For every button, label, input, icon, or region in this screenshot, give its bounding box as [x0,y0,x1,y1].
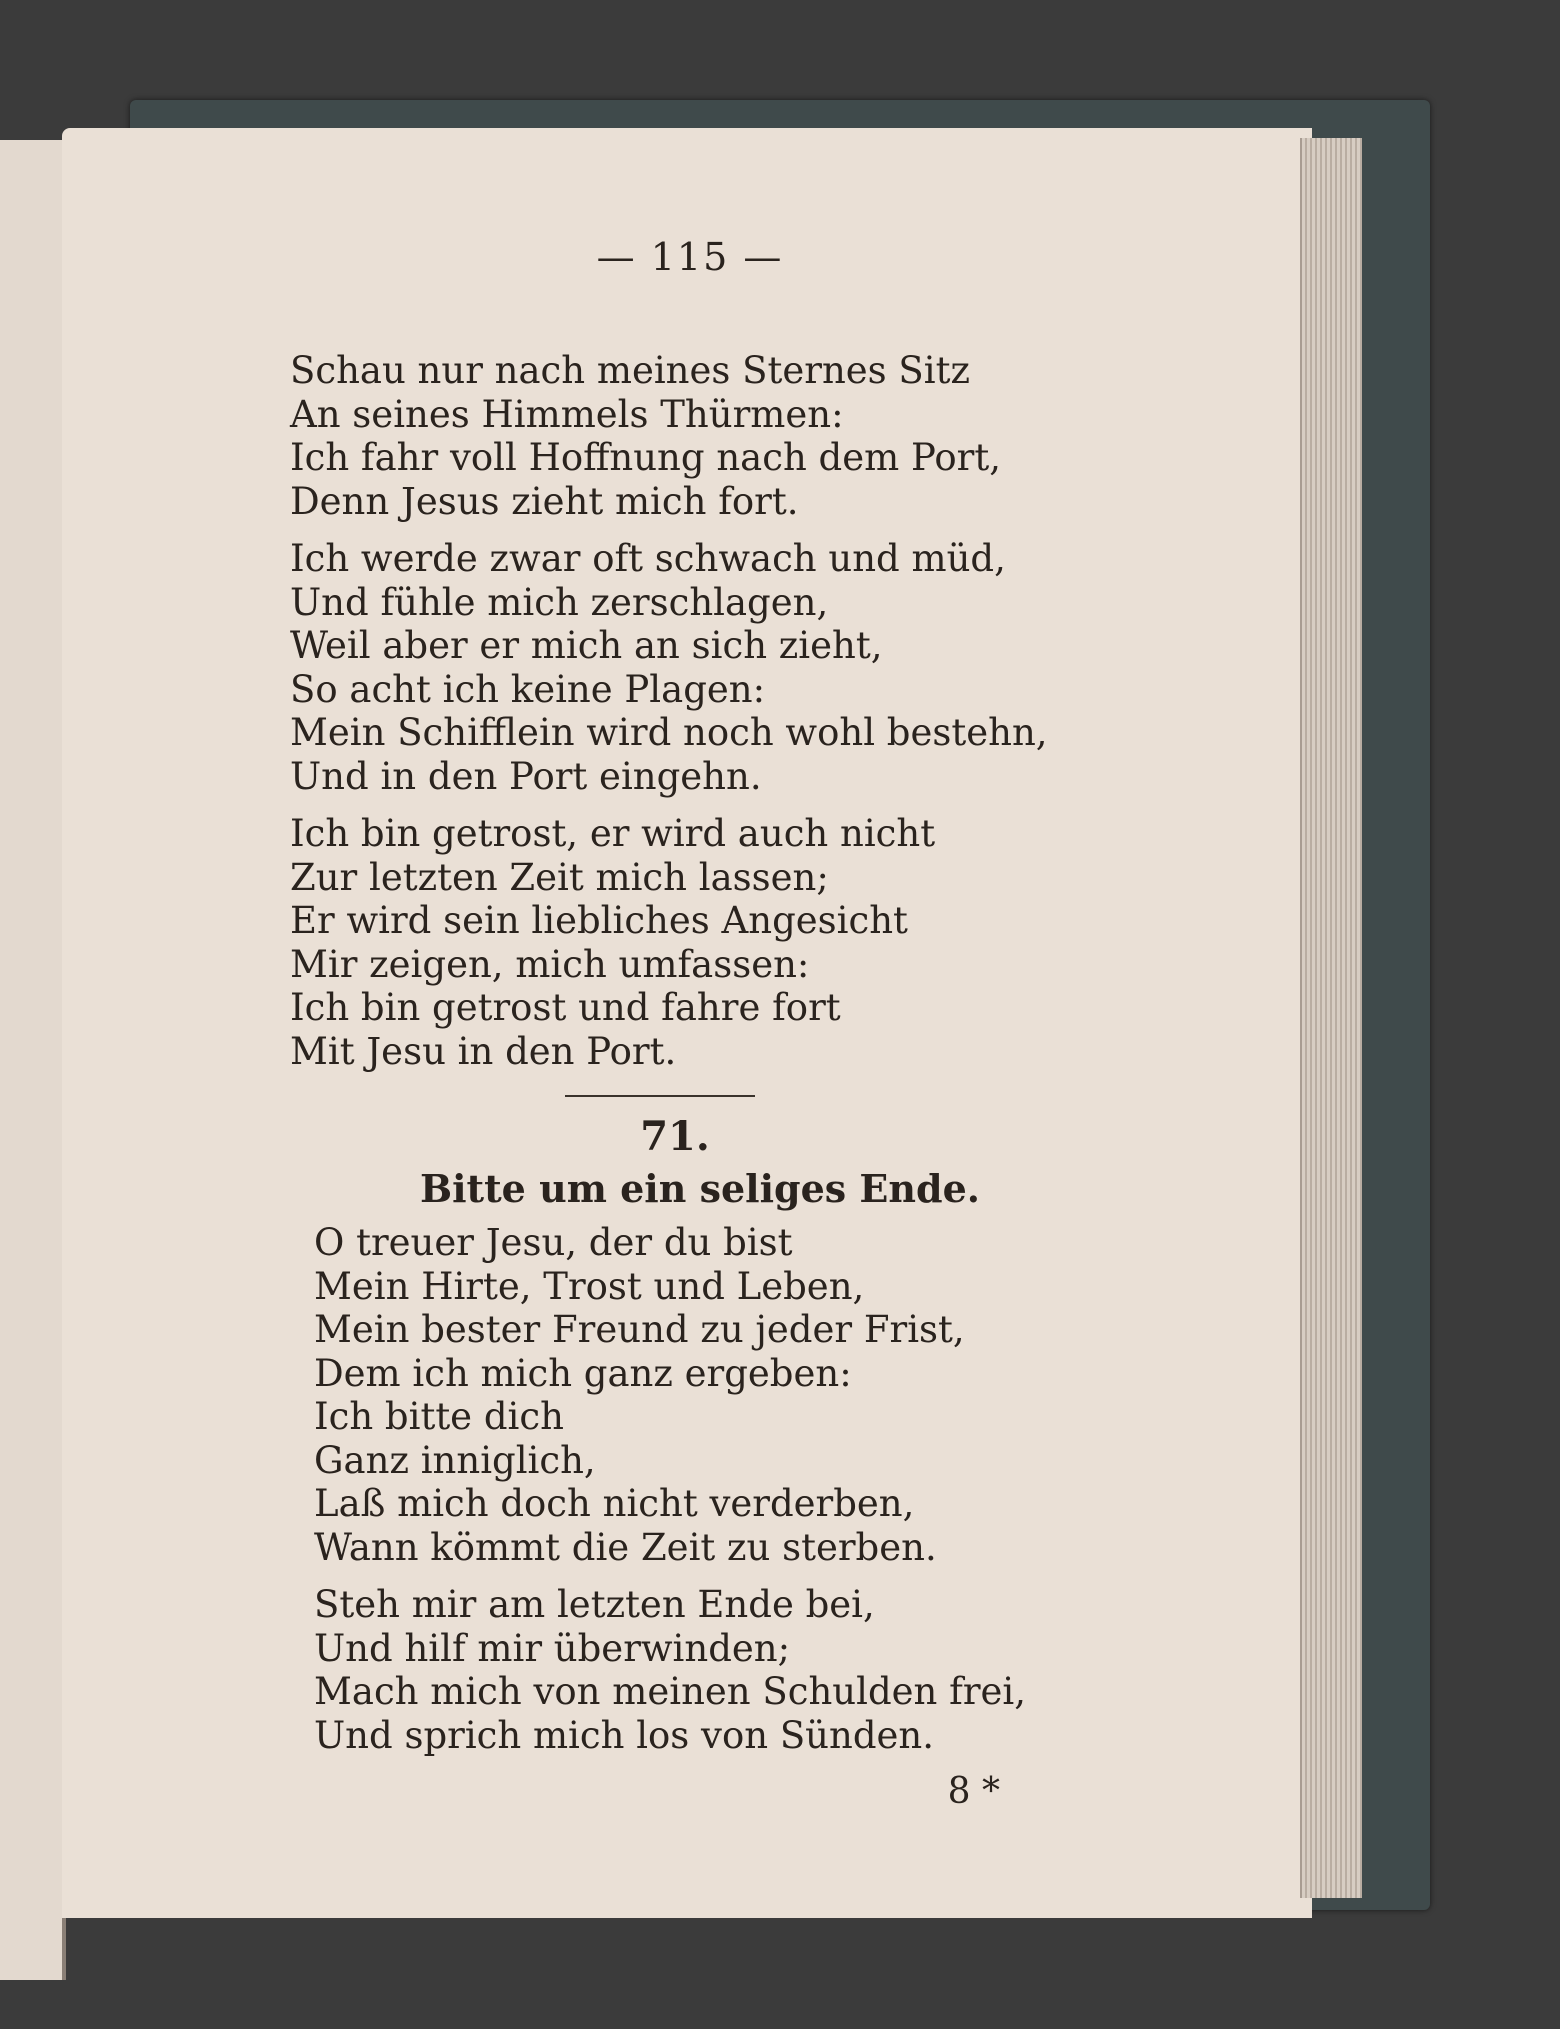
verse-line: Zur letzten Zeit mich lassen; [290,855,829,899]
stanza-3 [290,812,1050,1073]
verse-line: Und hilf mir überwinden; [314,1626,791,1670]
verse-line: Mit Jesu in den Port. [290,1029,677,1073]
verse-line: Schau nur nach meines Sternes Sitz [290,349,970,392]
section-divider [565,1095,755,1097]
verse-line: Ich werde zwar oft schwach und müd, [290,537,1006,580]
hymn-number: 71. [640,1113,710,1160]
verse-line: An seines Himmels Thürmen: [290,392,844,436]
stanza-2 [290,537,1050,798]
verse-line: Denn Jesus zieht mich fort. [290,479,799,523]
verse-line: O treuer Jesu, der du bist [314,1221,793,1264]
verse-line: Mein Hirte, Trost und Leben, [314,1264,865,1308]
page-block-edge [1300,138,1362,1898]
verse-line: Wann kömmt die Zeit zu sterben. [314,1525,937,1569]
hymn-stanza-1 [290,1221,1050,1569]
verse-line: Dem ich mich ganz ergeben: [314,1351,852,1395]
signature-mark: 8 * [947,1771,1000,1812]
verse-line: Laß mich doch nicht verderben, [314,1482,915,1525]
verse-line: Und sprich mich los von Sünden. [314,1713,935,1757]
verse-line: Ganz inniglich, [314,1438,596,1482]
verse-line: Ich bin getrost, er wird auch nicht [290,812,936,855]
verse-line: Mein bester Freund zu jeder Frist, [314,1308,965,1351]
stanza-1 [290,349,1050,523]
left-page-edge [0,140,66,1980]
hymn-stanza-2 [290,1583,1050,1757]
hymn-title: Bitte um ein seliges Ende. [420,1166,980,1211]
verse-line: So acht ich keine Plagen: [290,667,766,711]
page-number: — 115 — [596,235,784,279]
verse-line: Mein Schifflein wird noch wohl bestehn, [290,711,1048,754]
verse-line: Weil aber er mich an sich zieht, [290,624,883,667]
verse-line: Ich bin getrost und fahre fort [290,986,841,1029]
verse-line: Ich bitte dich [314,1395,564,1438]
verse-line: Und in den Port eingehn. [290,754,762,798]
verse-line: Und fühle mich zerschlagen, [290,580,829,624]
verse-line: Mach mich von meinen Schulden frei, [314,1670,1026,1713]
verse-line: Er wird sein liebliches Angesicht [290,899,908,942]
verse-line: Ich fahr voll Hoffnung nach dem Port, [290,436,1001,479]
verse-line: Steh mir am letzten Ende bei, [314,1583,875,1626]
verse-line: Mir zeigen, mich umfassen: [290,942,810,986]
page-content [290,235,1050,1812]
